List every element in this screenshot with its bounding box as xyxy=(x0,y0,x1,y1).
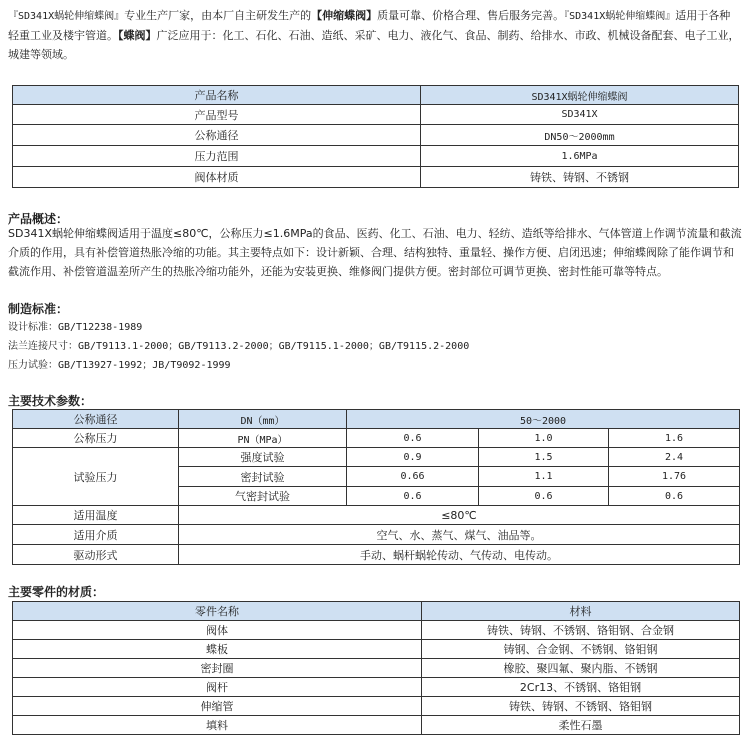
spec-label: 公称通径 xyxy=(13,125,421,146)
dn-value: 50～2000 xyxy=(347,410,740,429)
part-column-header: 零件名称 xyxy=(13,602,422,621)
part-name: 阀体 xyxy=(13,621,422,640)
manufacturing-line: 压力试验：GB/T13927-1992；JB/T9092-1999 xyxy=(8,360,231,371)
strength-value: 1.5 xyxy=(479,448,609,467)
table-row xyxy=(13,602,740,621)
manufacturing-line: 设计标准：GB/T12238-1989 xyxy=(8,322,143,333)
table-row xyxy=(13,525,740,545)
product-name-ref: 『SD341X蜗轮伸缩蝶阀』 xyxy=(564,11,676,22)
table-row xyxy=(13,545,740,565)
table-row xyxy=(13,105,739,125)
drive-label: 驱动形式 xyxy=(13,545,179,565)
air-seal-test-label: 气密封试验 xyxy=(179,487,347,506)
pn-value: 0.6 xyxy=(347,429,479,448)
intro-text: 质量可靠、价格合理、售后服务完善。 xyxy=(377,9,565,22)
table-row xyxy=(13,448,740,467)
tech-heading: 主要技术参数： xyxy=(8,394,93,408)
dn-label: DN（mm） xyxy=(179,410,347,429)
materials-table xyxy=(12,601,740,735)
nominal-diameter-label: 公称通径 xyxy=(13,410,179,429)
media-value: 空气、水、蒸气、煤气、油品等。 xyxy=(179,525,740,545)
temperature-label: 适用温度 xyxy=(13,506,179,525)
table-row xyxy=(13,716,740,735)
intro-text: 适用于各种轻重工业及楼宇管道。 xyxy=(8,9,731,42)
pn-value: 1.0 xyxy=(479,429,609,448)
table-row xyxy=(13,678,740,697)
spec-value: SD341X蜗轮伸缩蝶阀 xyxy=(421,86,739,105)
part-name: 填料 xyxy=(13,716,422,735)
strength-value: 0.9 xyxy=(347,448,479,467)
part-material: 橡胶、聚四氟、聚内脂、不锈钢 xyxy=(422,659,740,678)
spec-value: 铸铁、铸钢、不锈钢 xyxy=(421,167,739,188)
spec-value: 1.6MPa xyxy=(421,146,739,167)
table-row xyxy=(13,167,739,188)
table-row xyxy=(13,429,740,448)
spec-label: 产品名称 xyxy=(13,86,421,105)
table-row xyxy=(13,659,740,678)
table-row xyxy=(13,506,740,525)
manufacturing-heading: 制造标准： xyxy=(8,302,69,316)
seal-value: 1.76 xyxy=(609,467,740,487)
temperature-value: ≤80℃ xyxy=(179,506,740,525)
table-row xyxy=(13,125,739,146)
intro-paragraph xyxy=(8,6,740,64)
spec-label: 阀体材质 xyxy=(13,167,421,188)
nominal-pressure-label: 公称压力 xyxy=(13,429,179,448)
product-name-ref: 『SD341X蜗轮伸缩蝶阀』 xyxy=(8,11,125,22)
overview-heading: 产品概述： xyxy=(8,212,69,226)
air-seal-value: 0.6 xyxy=(609,487,740,506)
strength-value: 2.4 xyxy=(609,448,740,467)
table-row xyxy=(13,410,740,429)
manufacturing-line: 法兰连接尺寸：GB/T9113.1-2000；GB/T9113.2-2000；GB/T9115.1-2000；GB/T9115.2-2000 xyxy=(8,341,470,352)
table-row xyxy=(13,86,739,105)
part-name: 伸缩管 xyxy=(13,697,422,716)
pn-value: 1.6 xyxy=(609,429,740,448)
spec-table xyxy=(12,85,739,188)
intro-highlight: 【蝶阀】 xyxy=(118,29,157,42)
intro-text: 专业生产厂家，由本厂自主研发生产的 xyxy=(124,9,312,22)
intro-highlight: 【伸缩蝶阀】 xyxy=(311,9,378,22)
material-column-header: 材料 xyxy=(422,602,740,621)
pn-label: PN（MPa） xyxy=(179,429,347,448)
intro-text: 广泛应用于：化工、石化、石油、造纸、采矿、电力、液化气、食品、制药、给排水、市政、机械设备配套、电子工业，城建等领域。 xyxy=(8,29,740,61)
table-row xyxy=(13,640,740,659)
part-name: 蝶板 xyxy=(13,640,422,659)
air-seal-value: 0.6 xyxy=(347,487,479,506)
materials-heading: 主要零件的材质： xyxy=(8,585,105,599)
test-pressure-label: 试验压力 xyxy=(13,448,179,506)
spec-label: 产品型号 xyxy=(13,105,421,125)
spec-value: DN50～2000mm xyxy=(421,125,739,146)
media-label: 适用介质 xyxy=(13,525,179,545)
part-material: 2Cr13、不锈钢、铬钼钢 xyxy=(422,678,740,697)
table-row xyxy=(13,146,739,167)
tech-table xyxy=(12,409,740,565)
part-name: 阀杆 xyxy=(13,678,422,697)
spec-value: SD341X xyxy=(421,105,739,125)
table-row xyxy=(13,697,740,716)
part-name: 密封圈 xyxy=(13,659,422,678)
seal-value: 1.1 xyxy=(479,467,609,487)
spec-label: 压力范围 xyxy=(13,146,421,167)
seal-value: 0.66 xyxy=(347,467,479,487)
overview-text: SD341X蜗轮伸缩蝶阀适用于温度≤80℃，公称压力≤1.6MPa的食品、医药、化工、石油、电力、轻纺、造纸等给排水、气体管道上作调节流量和截流介质的作用，具有补偿管道热胀冷缩的功能。其主要特点如下：设计新颖、合理、结构独特、重量轻、操作方便、启闭迅速；伸缩蝶阀除了能作调节和截流作用、补偿管道温差所产生的热胀冷缩功能外，还能为安装更换、维修阀门提供方便。密封部位可调节更换、密封性能可靠等特点。 xyxy=(8,227,742,278)
part-material: 柔性石墨 xyxy=(422,716,740,735)
part-material: 铸钢、合金钢、不锈钢、铬钼钢 xyxy=(422,640,740,659)
drive-value: 手动、蜗杆蜗轮传动、气传动、电传动。 xyxy=(179,545,740,565)
table-row xyxy=(13,621,740,640)
strength-test-label: 强度试验 xyxy=(179,448,347,467)
seal-test-label: 密封试验 xyxy=(179,467,347,487)
part-material: 铸铁、铸钢、不锈钢、铬钼钢 xyxy=(422,697,740,716)
part-material: 铸铁、铸钢、不锈钢、铬钼钢、合金钢 xyxy=(422,621,740,640)
air-seal-value: 0.6 xyxy=(479,487,609,506)
